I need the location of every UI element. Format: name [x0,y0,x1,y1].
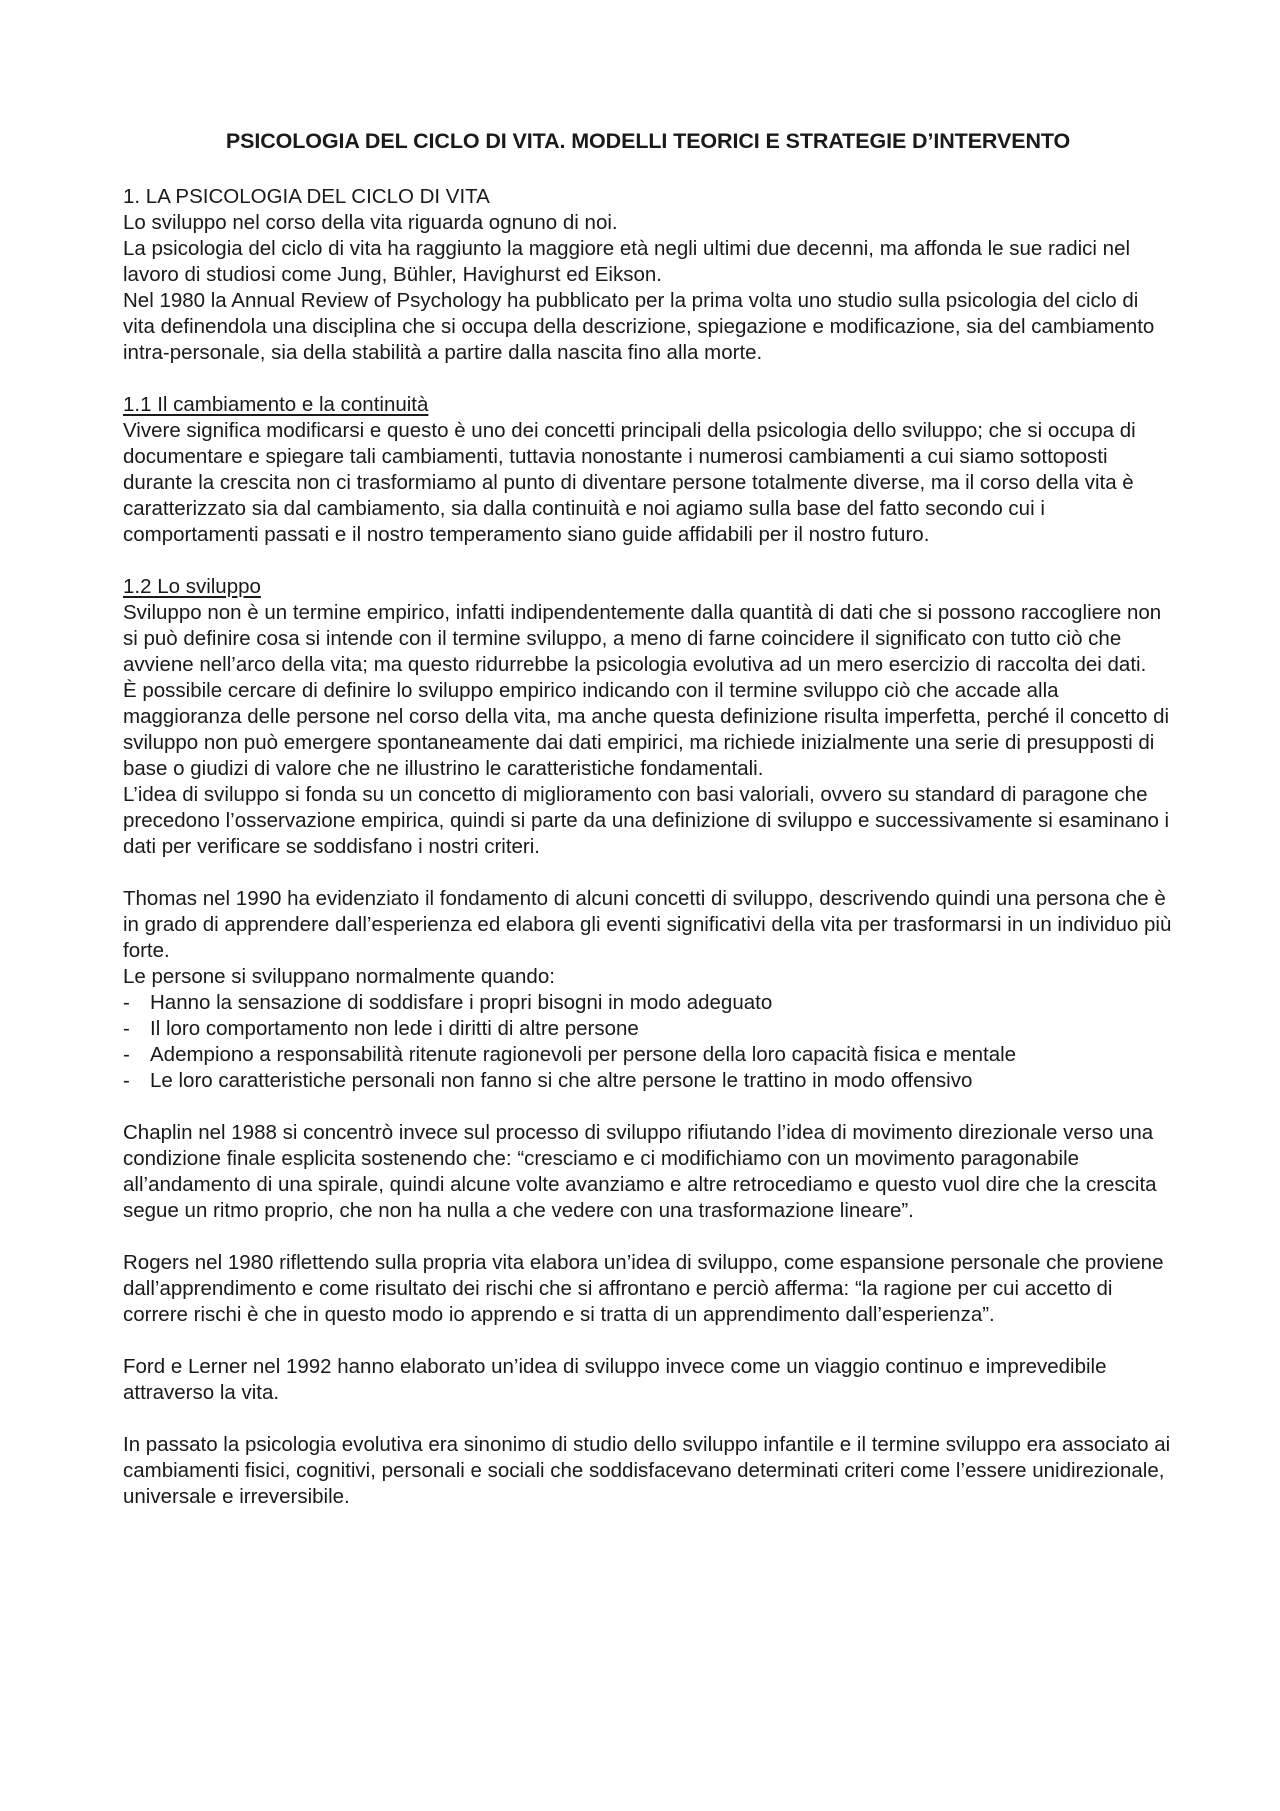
section-1-2-paragraph: È possibile cercare di definire lo sviluppo empirico indicando con il termine sviluppo ciò che accade alla maggioranza delle persone nel corso della vita, ma anche questa definizione risulta imperfetta, perché il concetto di sviluppo non può emergere spontaneamente dai dati empirici, ma richiede inizialmente una serie di presupposti di base o giudizi di valore che ne illustrino le caratteristiche fondamentali. [123,679,1170,780]
list-item-text: Adempiono a responsabilità ritenute ragionevoli per persone della loro capacità fisica e mentale [150,1043,1017,1066]
past-paragraph: In passato la psicologia evolutiva era sinonimo di studio dello sviluppo infantile e il termine sviluppo era associato ai cambiamenti fisici, cognitivi, personali e sociali che soddisfacevano determinati criteri come l’essere unidirezionale, universale e irreversibile. [123,1433,1171,1508]
section-1-paragraph: Lo sviluppo nel corso della vita riguarda ognuno di noi. [123,211,618,234]
list-item-text: Hanno la sensazione di soddisfare i propri bisogni in modo adeguato [150,991,773,1014]
paragraph-spacer [123,1094,1173,1120]
paragraph-spacer [123,860,1173,886]
section-1-heading: 1. LA PSICOLOGIA DEL CICLO DI VITA [123,185,490,208]
ford-lerner-paragraph: Ford e Lerner nel 1992 hanno elaborato un’idea di sviluppo invece come un viaggio continuo e imprevedibile attraverso la vita. [123,1355,1107,1404]
paragraph-spacer [123,1328,1173,1354]
bullet-list [123,990,1173,1094]
list-item-text: Le loro caratteristiche personali non fanno si che altre persone le trattino in modo offensivo [150,1069,973,1092]
list-item [123,1042,1173,1068]
thomas-paragraph: Thomas nel 1990 ha evidenziato il fondamento di alcuni concetti di sviluppo, descrivendo quindi una persona che è in grado di apprendere dall’esperienza ed elabora gli eventi significativi della vita per trasformarsi in un individuo più forte. [123,887,1172,962]
section-1-2-paragraph: L’idea di sviluppo si fonda su un concetto di miglioramento con basi valoriali, ovvero su standard di paragone che precedono l’osservazione empirica, quindi si parte da una definizione di sviluppo e successivamente si esaminano i dati per verificare se soddisfano i nostri criteri. [123,783,1170,858]
paragraph-spacer [123,366,1173,392]
section-1-paragraph: Nel 1980 la Annual Review of Psychology ha pubblicato per la prima volta uno studio sulla psicologia del ciclo di vita definendola una disciplina che si occupa della descrizione, spiegazione e modificazione, sia del cambiamento intra-personale, sia della stabilità a partire dalla nascita fino alla morte. [123,289,1155,364]
chaplin-paragraph: Chaplin nel 1988 si concentrò invece sul processo di sviluppo rifiutando l’idea di movimento direzionale verso una condizione finale esplicita sostenendo che: “cresciamo e ci modifichiamo con un movimento paragonabile all’andamento di una spirale, quindi alcune volte avanziamo e altre retrocediamo e questo vuol dire che la crescita segue un ritmo proprio, che non ha nulla a che vedere con una trasformazione lineare”. [123,1121,1157,1222]
section-1-2-paragraph: Sviluppo non è un termine empirico, infatti indipendentemente dalla quantità di dati che si possono raccogliere non si può definire cosa si intende con il termine sviluppo, a meno di farne coincidere il significato con tutto ciò che avviene nell’arco della vita; ma questo ridurrebbe la psicologia evolutiva ad un mero esercizio di raccolta dei dati. [123,601,1162,676]
document-body [123,123,1173,1510]
section-1 [123,184,1173,366]
paragraph-spacer [123,1224,1173,1250]
section-1-1-heading: 1.1 Il cambiamento e la continuità [123,393,429,416]
section-1-2-heading: 1.2 Lo sviluppo [123,575,261,598]
list-item [123,1016,1173,1042]
list-item-text: Il loro comportamento non lede i diritti di altre persone [150,1017,639,1040]
list-intro: Le persone si sviluppano normalmente quando: [123,965,555,988]
bullet-dash: - [123,991,130,1014]
bullet-dash: - [123,1043,130,1066]
rogers-paragraph: Rogers nel 1980 riflettendo sulla propria vita elabora un’idea di sviluppo, come espansione personale che proviene dall’apprendimento e come risultato dei rischi che si affrontano e perciò afferma: “la ragione per cui accetto di correre rischi è che in questo modo io apprendo e si tratta di un apprendimento dall’esperienza”. [123,1251,1164,1326]
bullet-dash: - [123,1069,130,1092]
section-1-1-paragraph: Vivere significa modificarsi e questo è uno dei concetti principali della psicologia dello sviluppo; che si occupa di documentare e spiegare tali cambiamenti, tuttavia nonostante i numerosi cambiamenti a cui siamo sottoposti durante la crescita non ci trasformiamo al punto di diventare persone totalmente diverse, ma il corso della vita è caratterizzato sia dal cambiamento, sia dalla continuità e noi agiamo sulla base del fatto secondo cui i comportamenti passati e il nostro temperamento siano guide affidabili per il nostro futuro. [123,419,1136,546]
section-1-1 [123,392,1173,548]
bullet-dash: - [123,1017,130,1040]
document-title: PSICOLOGIA DEL CICLO DI VITA. MODELLI TEORICI E STRATEGIE D’INTERVENTO [225,129,1071,153]
list-item [123,1068,1173,1094]
paragraph-spacer [123,1406,1173,1432]
list-item [123,990,1173,1016]
section-1-paragraph: La psicologia del ciclo di vita ha raggiunto la maggiore età negli ultimi due decenni, ma affonda le sue radici nel lavoro di studiosi come Jung, Bühler, Havighurst ed Eikson. [123,237,1131,286]
section-1-2 [123,574,1173,1510]
paragraph-spacer [123,548,1173,574]
